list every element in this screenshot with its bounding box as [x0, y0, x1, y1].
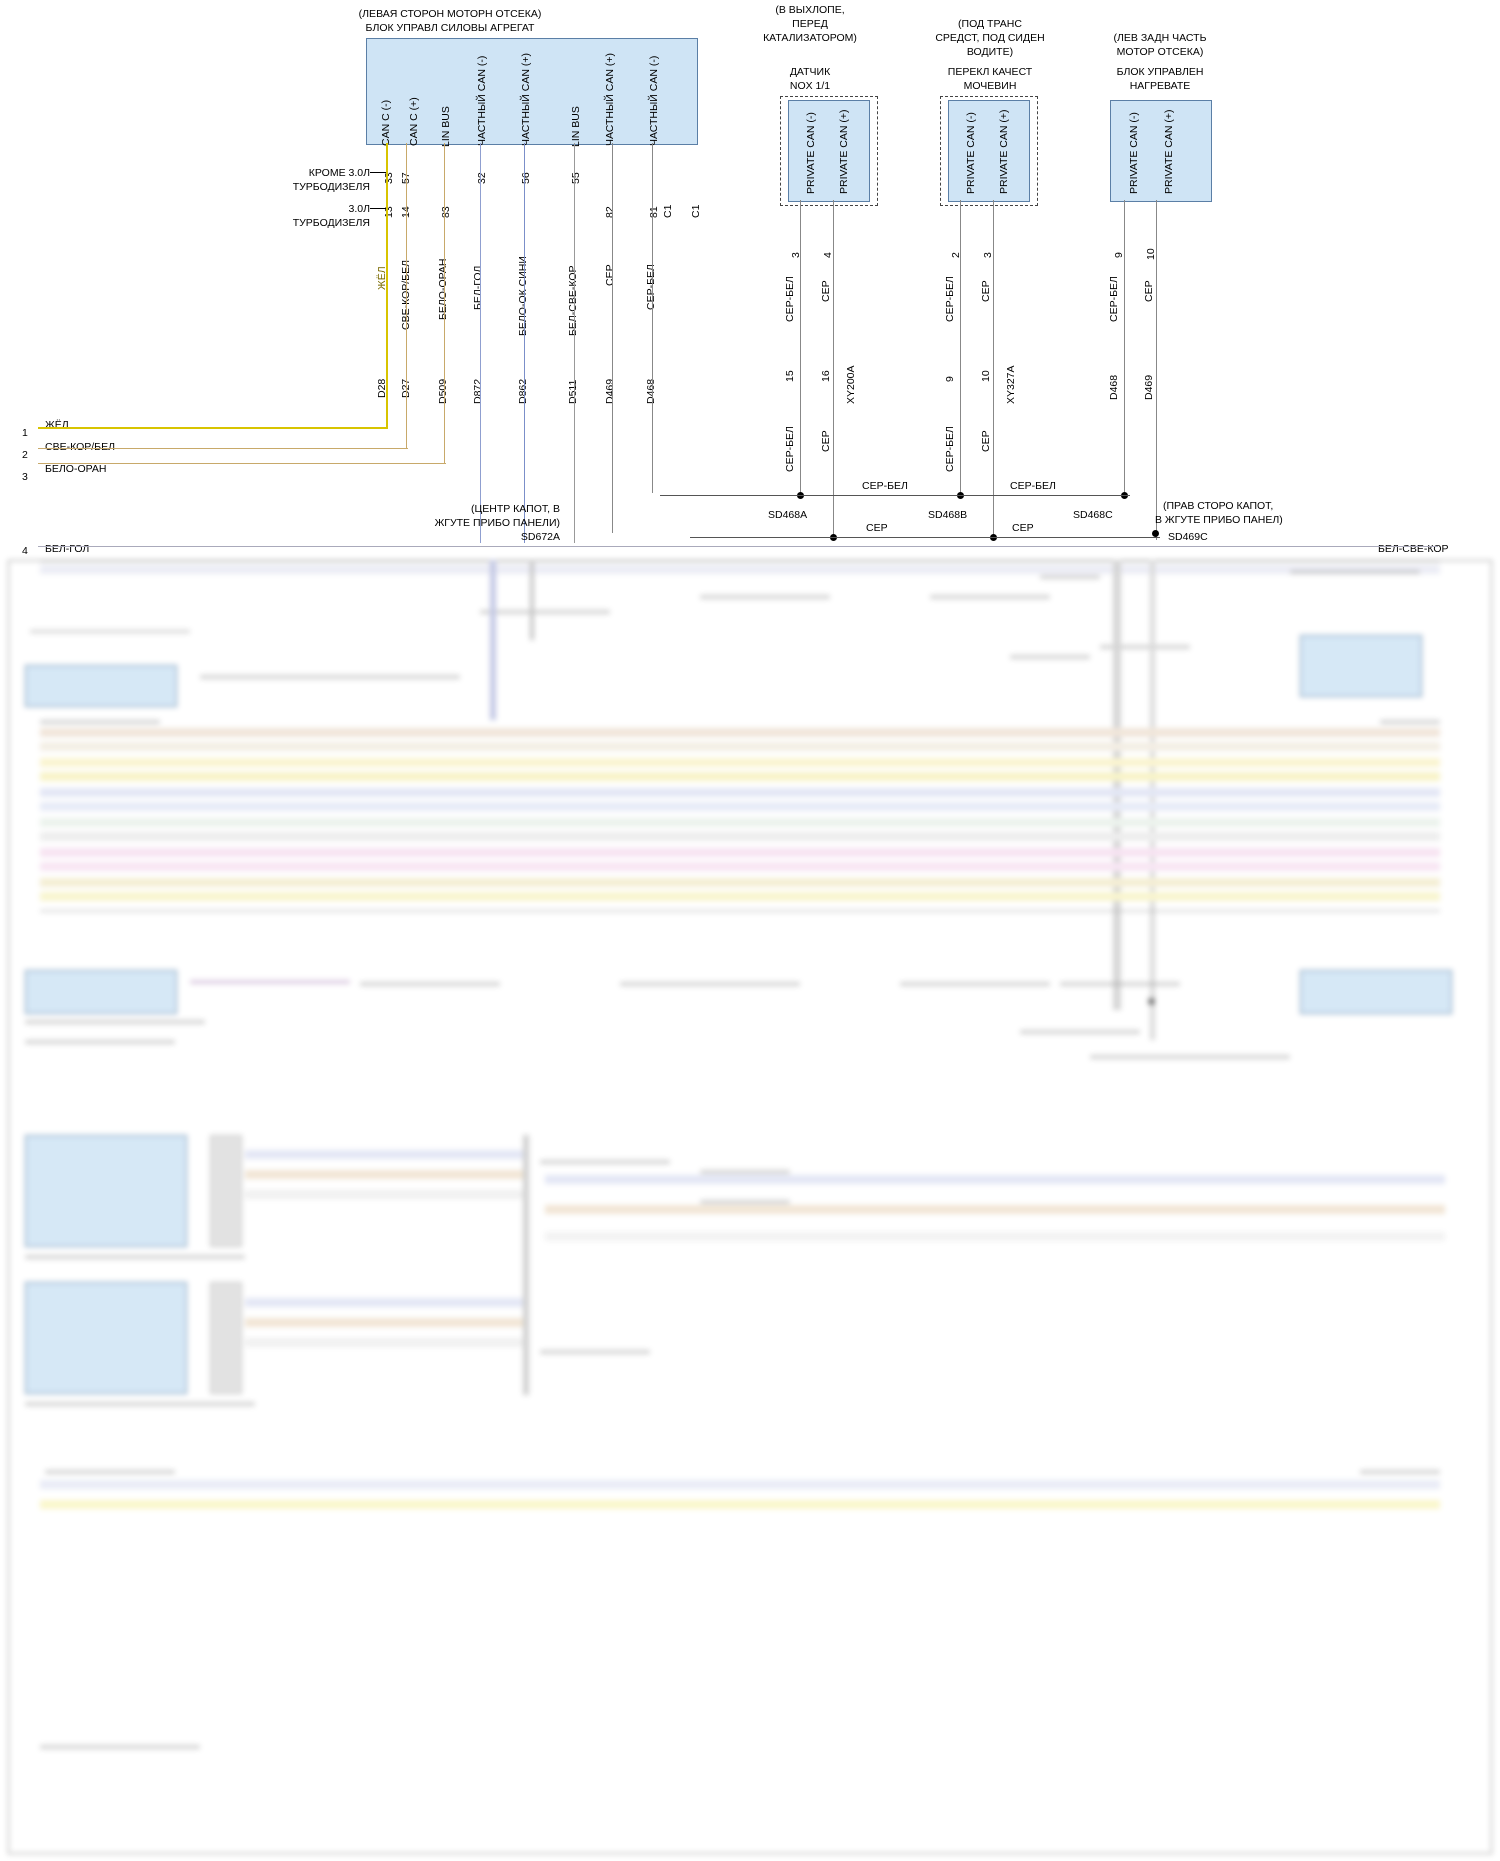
heater-wire-1: СЕР: [1143, 280, 1155, 302]
heater-pin-label-1: PRIVATE CAN (+): [1163, 109, 1175, 194]
urea-pin-label-1: PRIVATE CAN (+): [998, 109, 1010, 194]
left-conn-num-0: 1: [22, 427, 28, 439]
lower-diagram-region: [0, 470, 1500, 1861]
urea-pin-num-0: 2: [950, 252, 962, 258]
urea-low-num-1: 10: [980, 370, 992, 382]
mid-wire-label-1: СЕР-БЕЛ: [1010, 480, 1056, 492]
splice-label-sd468a: SD468A: [768, 509, 808, 521]
wire-code-0: D28: [376, 378, 388, 398]
heater-wire-line-0: [1124, 200, 1125, 495]
wire-name-4: БЕЛО-ОК СИНИ: [517, 256, 529, 336]
bus-line-0: [38, 427, 388, 429]
splice-label-sd468c: SD468C: [1073, 509, 1113, 521]
urea-pin-num-1: 3: [982, 252, 994, 258]
urea-title-line5: МОЧЕВИН: [963, 80, 1017, 92]
splice-label-sd468b: SD468B: [928, 509, 968, 521]
wire-code-3: D872: [472, 378, 484, 404]
pcm-alt-pin-1: 14: [400, 206, 412, 218]
urea-wire-1: СЕР: [980, 280, 992, 302]
nox-title-line3: КАТАЛИЗАТОРОМ): [763, 32, 857, 44]
wire-code-5: D511: [567, 379, 579, 404]
wire-name-6: СЕР: [604, 264, 616, 286]
pcm-pin-number-5: 55: [570, 172, 582, 184]
nox-pin-label-0: PRIVATE CAN (-): [805, 112, 817, 194]
wire-code-2: D509: [437, 378, 449, 404]
left-conn-wire-1: СВЕ-КОР/БЕЛ: [45, 441, 115, 453]
wire-line-7: [652, 143, 653, 493]
pcm-pin-number-7: 81: [648, 206, 660, 218]
left-conn-num-2: 3: [22, 471, 28, 483]
nox-wire-low-1: СЕР: [820, 430, 832, 452]
left-conn-num-3: 4: [22, 545, 28, 557]
bottom-edge-label-left: БЕЛ-ГОЛ: [45, 543, 90, 555]
mid-wire-label-3: СЕР: [1012, 522, 1034, 534]
sd672a-note-line2: ЖГУТЕ ПРИБО ПАНЕЛИ): [434, 517, 560, 529]
sd672a-note-line3: SD672A: [520, 531, 560, 543]
nox-pin-num-1: 4: [822, 252, 834, 258]
nox-low-num-0: 15: [784, 370, 796, 382]
wire-code-6: D469: [604, 378, 616, 404]
nox-title-line1: (В ВЫХЛОПЕ,: [775, 4, 845, 16]
urea-title-line1: (ПОД ТРАНС: [958, 18, 1022, 30]
wire-name-3: БЕЛ-ГОЛ: [472, 265, 484, 310]
wire-code-1: D27: [400, 378, 412, 398]
left-conn-num-1: 2: [22, 449, 28, 461]
heater-title-line1: (ЛЕВ ЗАДН ЧАСТЬ: [1113, 32, 1207, 44]
nox-title-line5: NOX 1/1: [789, 80, 831, 92]
urea-title-line2: СРЕДСТ, ПОД СИДЕН: [935, 32, 1045, 44]
wire-name-0: ЖЁЛ: [376, 266, 388, 290]
heater-wire-0: СЕР-БЕЛ: [1108, 276, 1120, 322]
heater-pin-num-0: 9: [1113, 252, 1125, 258]
wire-name-1: СВЕ-КОР/БЕЛ: [400, 260, 412, 330]
urea-wire-0: СЕР-БЕЛ: [944, 276, 956, 322]
sd468c-note-line1: (ПРАВ СТОРО КАПОТ,: [1163, 500, 1274, 512]
nox-title-line2: ПЕРЕД: [792, 18, 828, 30]
wire-name-7: СЕР-БЕЛ: [645, 264, 657, 310]
mid-wire-label-0: СЕР-БЕЛ: [862, 480, 908, 492]
nox-wire-1: СЕР: [820, 280, 832, 302]
urea-wire-low-1: СЕР: [980, 430, 992, 452]
left-conn-wire-0: ЖЁЛ: [45, 419, 69, 431]
urea-switch-dashed-frame: [940, 96, 1038, 206]
wire-line-1: [406, 143, 407, 448]
urea-wire-line-0: [960, 200, 961, 495]
heater-module-box: [1110, 100, 1212, 202]
bottom-edge-label-right: БЕЛ-СВЕ-КОР: [1378, 543, 1449, 555]
wire-code-4: D862: [517, 378, 529, 404]
pcm-pin-label-7: ЧАСТНЫЙ CAN (-): [648, 55, 660, 146]
heater-title-line3: БЛОК УПРАВЛЕН: [1116, 66, 1204, 78]
heater-title-line4: НАГРЕВАТЕ: [1129, 80, 1191, 92]
nox-wire-0: СЕР-БЕЛ: [784, 276, 796, 322]
heater-pin-label-0: PRIVATE CAN (-): [1128, 112, 1140, 194]
pcm-extra-1: C1: [690, 204, 702, 218]
wire-line-0: [386, 143, 388, 428]
mid-wire-label-2: СЕР: [866, 522, 888, 534]
pcm-pin-label-2: LIN BUS: [440, 106, 452, 147]
nox-pin-label-1: PRIVATE CAN (+): [838, 109, 850, 194]
wire-name-5: БЕЛ-СВЕ-КОР: [567, 265, 579, 336]
wire-name-2: БЕЛО-ОРАН: [437, 258, 449, 320]
nox-wire-low-0: СЕР-БЕЛ: [784, 426, 796, 472]
pcm-pin-label-4: ЧАСТНЫЙ CAN (+): [520, 53, 532, 146]
nox-sensor-dashed-frame: [780, 96, 878, 206]
nox-title-line4: ДАТЧИК: [789, 66, 831, 78]
pcm-pin-label-5: LIN BUS: [570, 106, 582, 147]
nox-wire-line-0: [800, 200, 801, 495]
wire-line-2: [444, 143, 445, 463]
pcm-pin-label-1: CAN C (+): [408, 97, 420, 146]
pcm-pin-label-3: ЧАСТНЫЙ CAN (-): [476, 55, 488, 146]
pcm-pin-number-4: 56: [520, 172, 532, 184]
pcm-pin-label-0: CAN C (-): [380, 99, 392, 146]
heater-code-1: D469: [1143, 374, 1155, 400]
pcm-pin-number-0: 33: [383, 172, 395, 184]
pcm-title-line1: (ЛЕВАЯ СТОРОН МОТОРН ОТСЕКА): [358, 8, 542, 20]
bus-line-1: [38, 448, 408, 449]
pcm-extra-2: C1: [662, 204, 674, 218]
left-conn-wire-2: БЕЛО-ОРАН: [45, 463, 107, 475]
nox-low-num-1: 16: [820, 370, 832, 382]
sd672a-note-line1: (ЦЕНТР КАПОТ, В: [471, 503, 560, 515]
urea-wire-low-0: СЕР-БЕЛ: [944, 426, 956, 472]
nox-pin-num-0: 3: [790, 252, 802, 258]
pcm-pin-number-6: 82: [604, 206, 616, 218]
pcm-pin-number-1: 57: [400, 172, 412, 184]
pcm-pin-label-6: ЧАСТНЫЙ CAN (+): [604, 53, 616, 146]
urea-title-line3: ВОДИТЕ): [966, 46, 1014, 58]
alt-note-1-line1: 3.0Л: [348, 203, 370, 215]
pcm-pin-number-3: 32: [476, 172, 488, 184]
urea-pin-label-0: PRIVATE CAN (-): [965, 112, 977, 194]
heater-pin-num-1: 10: [1145, 248, 1157, 260]
urea-connector-id: XY327A: [1005, 365, 1017, 404]
alt-note-1-line2: ТУРБОДИЗЕЛЯ: [292, 217, 370, 229]
nox-connector-id: XY200A: [845, 365, 857, 404]
pcm-pin-number-2: 83: [440, 206, 452, 218]
wire-code-7: D468: [645, 378, 657, 404]
pcm-alt-pin-0: 13: [383, 206, 395, 218]
alt-note-0-line1: КРОМЕ 3.0Л: [308, 167, 370, 179]
splice-label-sd469c: SD469C: [1168, 531, 1208, 543]
alt-note-0-line2: ТУРБОДИЗЕЛЯ: [292, 181, 370, 193]
bus-line-2: [38, 463, 446, 464]
sd468c-note-line2: В ЖГУТЕ ПРИБО ПАНЕЛ): [1155, 514, 1283, 526]
urea-low-num-0: 9: [944, 376, 956, 382]
heater-title-line2: МОТОР ОТСЕКА): [1116, 46, 1204, 58]
heater-code-0: D468: [1108, 374, 1120, 400]
pcm-title-line2: БЛОК УПРАВЛ СИЛОВЫ АГРЕГАТ: [365, 22, 535, 34]
urea-title-line4: ПЕРЕКЛ КАЧЕСТ: [947, 66, 1033, 78]
